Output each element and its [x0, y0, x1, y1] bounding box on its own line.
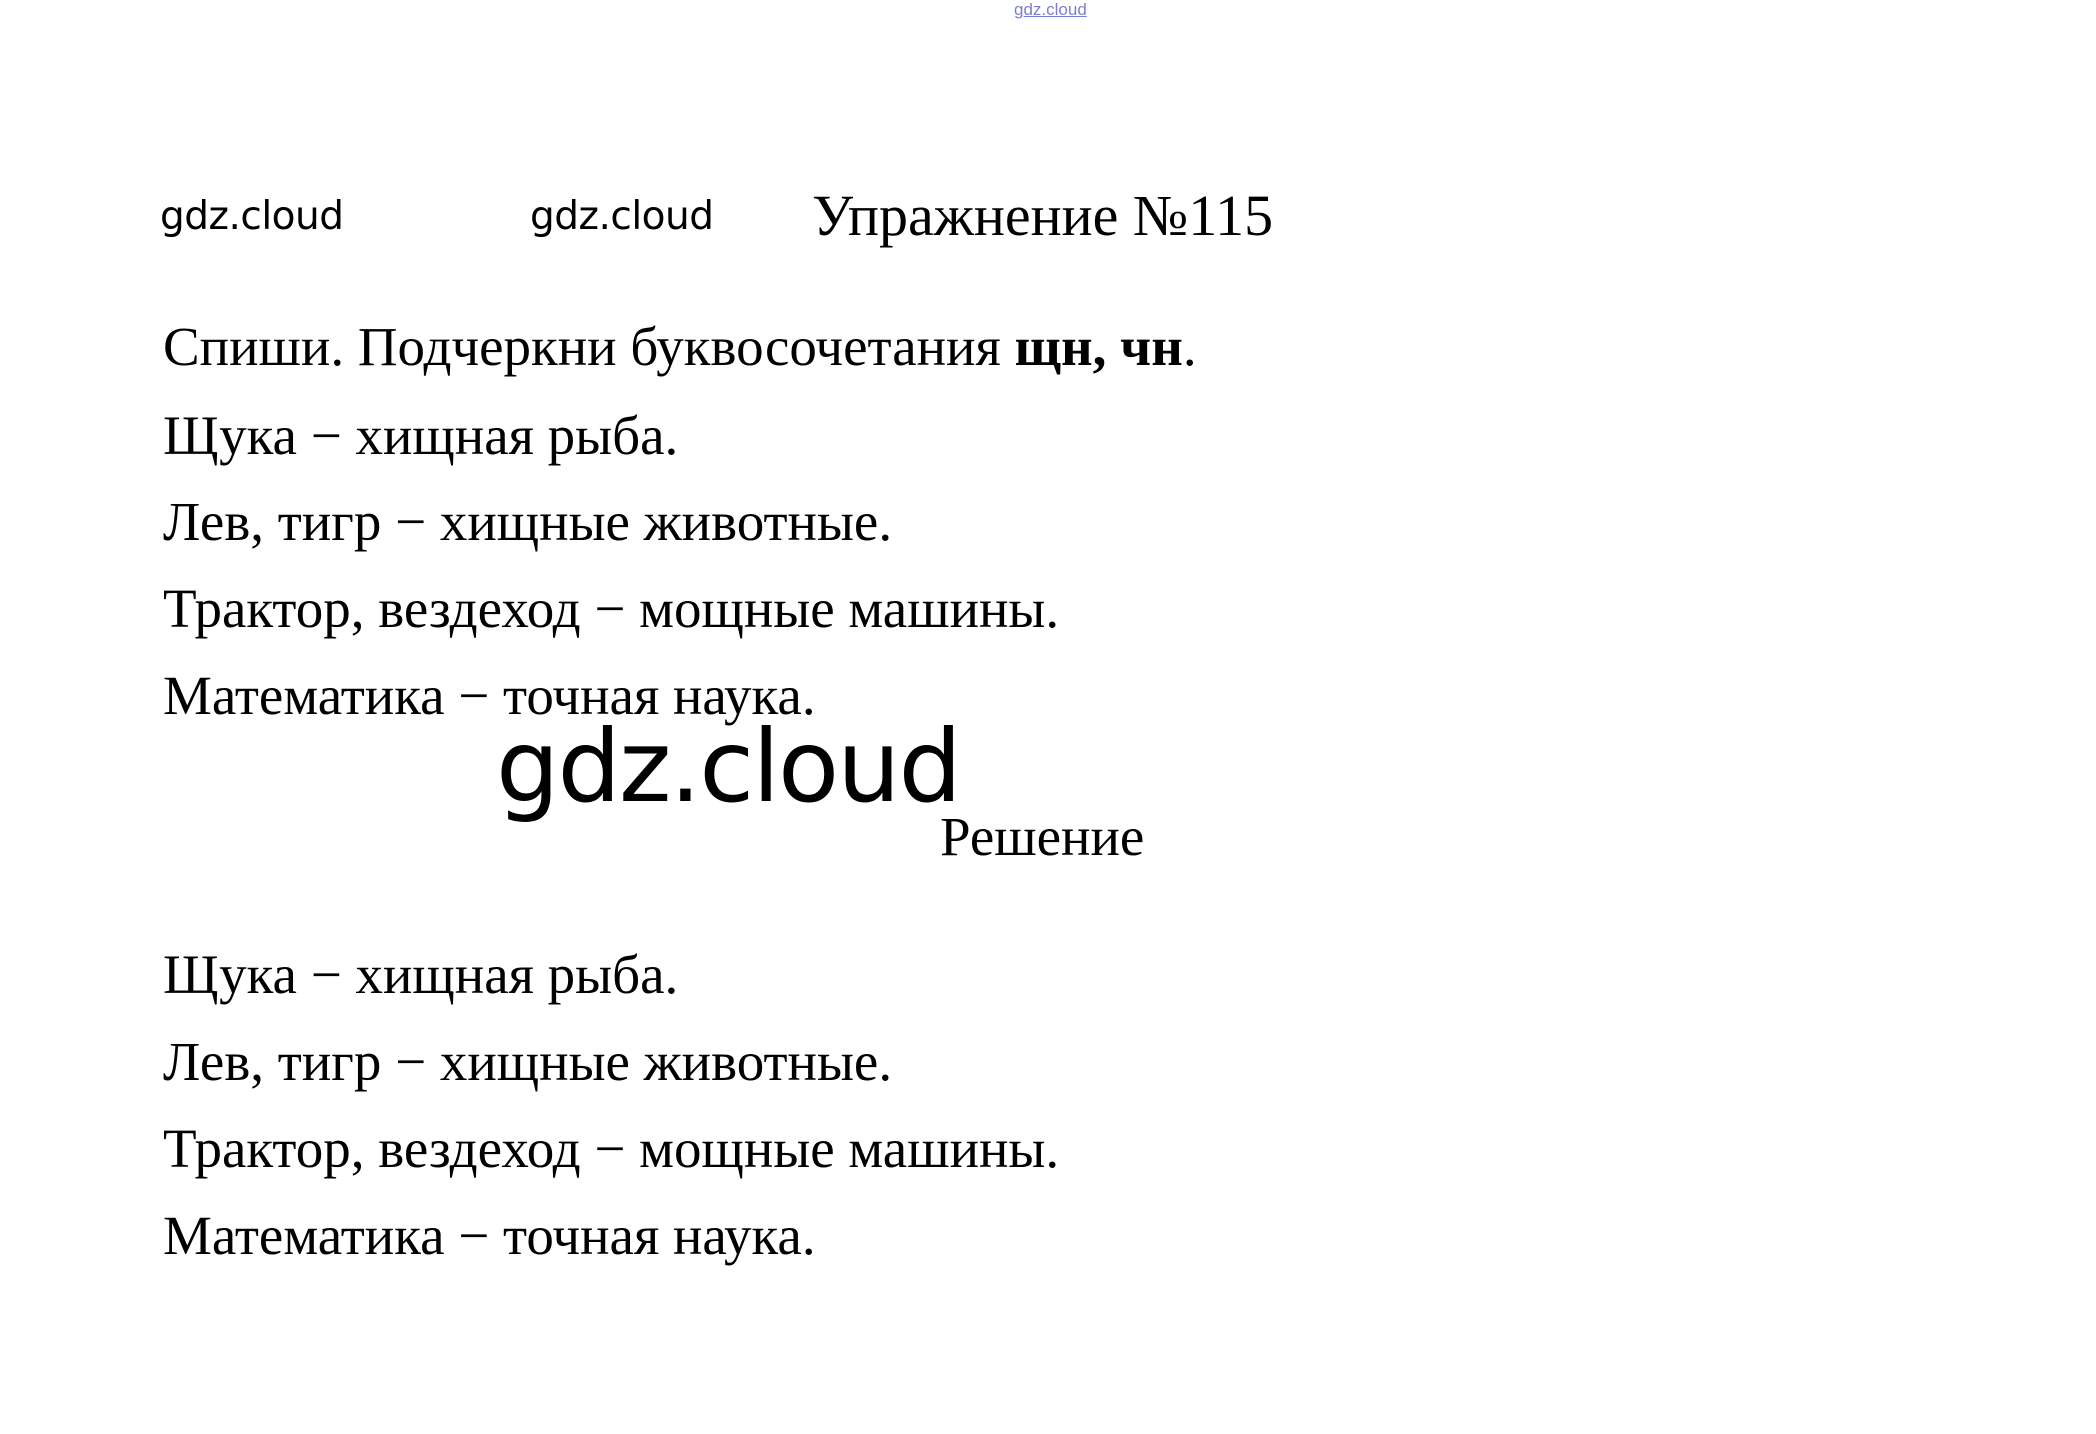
- solution-heading: Решение: [940, 806, 1145, 867]
- task-letter-combinations: щн, чн: [1014, 316, 1183, 377]
- solution-line: Математика − точная наука.: [163, 1205, 816, 1266]
- exercise-line: Математика − точная наука.: [163, 665, 816, 726]
- exercise-title: Упражнение №115: [812, 183, 1274, 248]
- task-text: Спиши. Подчеркни буквосочетания: [163, 316, 1015, 377]
- task-end: .: [1182, 316, 1197, 377]
- watermark-header-left: gdz.cloud: [160, 194, 344, 239]
- solution-line: Трактор, вездеход − мощные машины.: [163, 1118, 1060, 1179]
- watermark-top: gdz.cloud: [1014, 0, 1087, 19]
- watermark-header-middle: gdz.cloud: [530, 194, 714, 239]
- solution-line: Щука − хищная рыба.: [163, 944, 679, 1005]
- solution-line: Лев, тигр − хищные животные.: [163, 1031, 893, 1092]
- exercise-line: Трактор, вездеход − мощные машины.: [163, 578, 1060, 639]
- task-instruction: [163, 315, 1197, 378]
- watermark-center: gdz.cloud: [496, 708, 961, 825]
- exercise-line: Лев, тигр − хищные животные.: [163, 491, 893, 552]
- exercise-line: Щука − хищная рыба.: [163, 405, 679, 466]
